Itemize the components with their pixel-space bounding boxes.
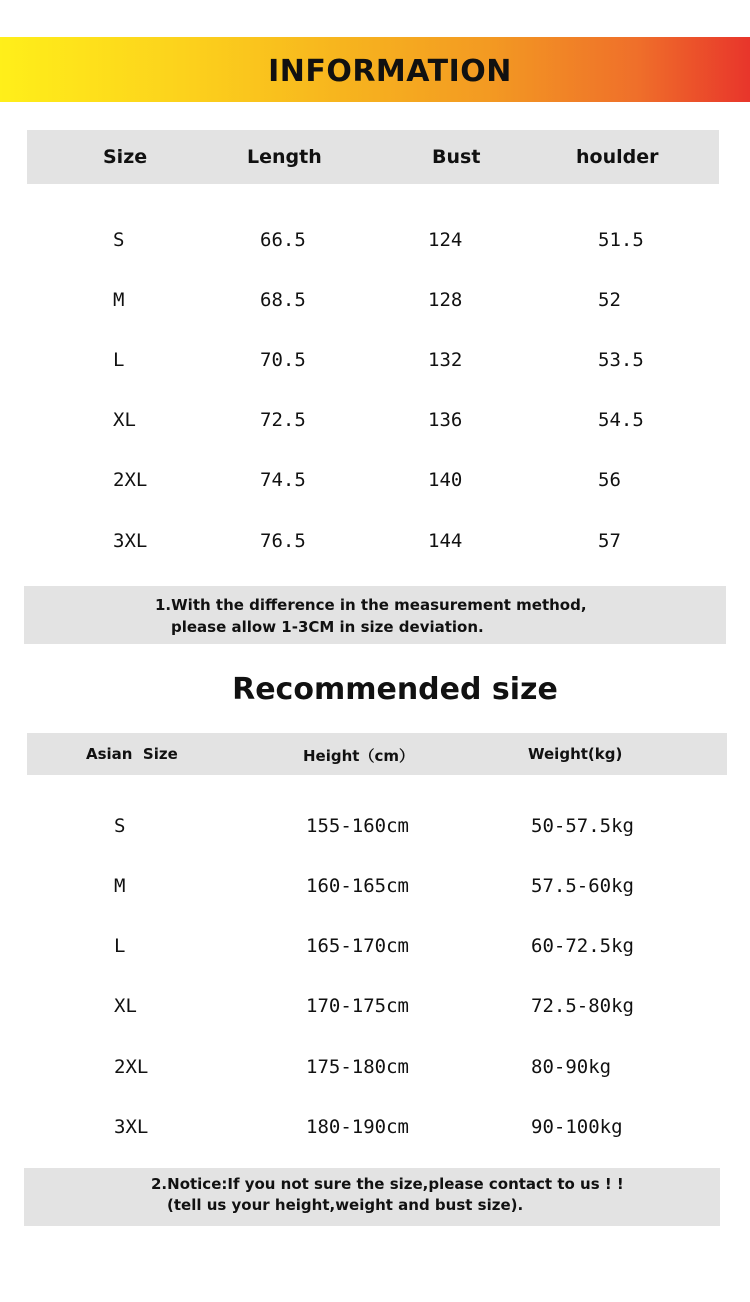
cell-length: 76.5 xyxy=(260,530,306,552)
note-line-1: 2.Notice:If you not sure the size,please contact to us ! ! xyxy=(151,1175,624,1193)
cell-height: 155-160cm xyxy=(306,815,409,837)
table-row xyxy=(0,289,750,319)
cell-size: 3XL xyxy=(114,1116,149,1138)
size-chart-header xyxy=(27,130,719,184)
table-row xyxy=(0,815,750,845)
cell-size: 3XL xyxy=(113,530,148,552)
cell-bust: 132 xyxy=(428,349,463,371)
cell-shoulder: 57 xyxy=(598,530,621,552)
cell-bust: 140 xyxy=(428,469,463,491)
table-row xyxy=(0,1116,750,1146)
table-row xyxy=(0,995,750,1025)
cell-height: 180-190cm xyxy=(306,1116,409,1138)
cell-size: L xyxy=(114,935,126,957)
cell-size: M xyxy=(114,875,126,897)
table-row xyxy=(0,1056,750,1086)
cell-height: 165-170cm xyxy=(306,935,409,957)
cell-weight: 80-90kg xyxy=(531,1056,612,1078)
contact-note xyxy=(24,1168,720,1226)
note-line-2: please allow 1-3CM in size deviation. xyxy=(171,618,484,636)
cell-weight: 90-100kg xyxy=(531,1116,623,1138)
cell-length: 66.5 xyxy=(260,229,306,251)
information-title: INFORMATION xyxy=(268,54,512,89)
measurement-note xyxy=(24,586,726,644)
cell-length: 70.5 xyxy=(260,349,306,371)
cell-length: 74.5 xyxy=(260,469,306,491)
cell-length: 68.5 xyxy=(260,289,306,311)
table-row xyxy=(0,469,750,499)
cell-bust: 128 xyxy=(428,289,463,311)
cell-bust: 124 xyxy=(428,229,463,251)
header-height: Height（cm） xyxy=(303,747,414,765)
note-line-1: 1.With the difference in the measurement method, xyxy=(155,596,587,614)
cell-height: 175-180cm xyxy=(306,1056,409,1078)
cell-shoulder: 52 xyxy=(598,289,621,311)
cell-size: 2XL xyxy=(113,469,148,491)
cell-size: S xyxy=(114,815,126,837)
cell-size: XL xyxy=(114,995,137,1017)
header-size: Size xyxy=(103,146,148,168)
cell-size: XL xyxy=(113,409,136,431)
cell-weight: 72.5-80kg xyxy=(531,995,634,1017)
cell-shoulder: 53.5 xyxy=(598,349,644,371)
cell-shoulder: 54.5 xyxy=(598,409,644,431)
table-row xyxy=(0,935,750,965)
table-row xyxy=(0,530,750,560)
cell-height: 170-175cm xyxy=(306,995,409,1017)
cell-bust: 136 xyxy=(428,409,463,431)
recommended-header xyxy=(27,733,727,775)
table-row xyxy=(0,349,750,379)
cell-weight: 60-72.5kg xyxy=(531,935,634,957)
note-line-2: (tell us your height,weight and bust size). xyxy=(167,1196,524,1214)
cell-shoulder: 51.5 xyxy=(598,229,644,251)
cell-shoulder: 56 xyxy=(598,469,621,491)
cell-height: 160-165cm xyxy=(306,875,409,897)
information-banner xyxy=(0,37,750,102)
cell-size: 2XL xyxy=(114,1056,149,1078)
header-asian-size: Asian Size xyxy=(86,745,178,763)
recommended-size-title: Recommended size xyxy=(232,672,558,707)
cell-length: 72.5 xyxy=(260,409,306,431)
cell-weight: 57.5-60kg xyxy=(531,875,634,897)
cell-size: S xyxy=(113,229,125,251)
table-row xyxy=(0,229,750,259)
table-row xyxy=(0,875,750,905)
cell-size: L xyxy=(113,349,125,371)
cell-bust: 144 xyxy=(428,530,463,552)
header-weight: Weight(kg) xyxy=(528,745,623,763)
table-row xyxy=(0,409,750,439)
cell-weight: 50-57.5kg xyxy=(531,815,634,837)
cell-size: M xyxy=(113,289,125,311)
header-length: Length xyxy=(247,146,322,168)
header-shoulder: houlder xyxy=(576,146,659,168)
header-bust: Bust xyxy=(432,146,481,168)
